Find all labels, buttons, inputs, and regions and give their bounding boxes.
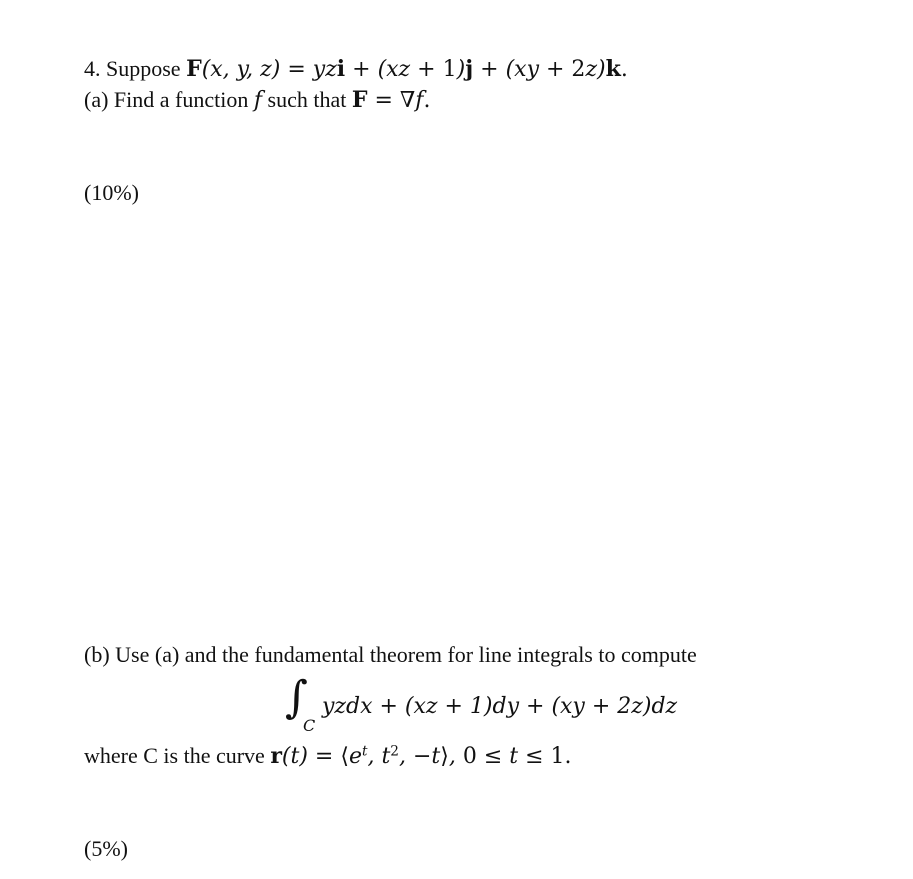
part-a-question <box>84 89 430 112</box>
part-a-text: Find a function <box>113 87 249 112</box>
part-b-text: Use (a) and the fundamental theorem for line integrals to compute <box>115 642 697 667</box>
part-b-label: (b) <box>84 642 110 667</box>
problem-statement <box>84 58 628 81</box>
part-b-question <box>84 644 697 666</box>
integral-subscript: C <box>303 716 316 735</box>
curve-text: where C is the curve <box>84 743 265 768</box>
suppose-word: Suppose <box>106 56 181 81</box>
f-symbol: f <box>253 88 263 113</box>
integrand: yzdx + (xz + 1)dy + (xy + 2z)dz <box>322 694 678 719</box>
gradient-equation: F = ∇f. <box>351 87 431 113</box>
integral-sign: ∫ <box>285 672 308 723</box>
part-a-weight: (10%) <box>84 180 139 205</box>
curve-statement <box>84 745 572 768</box>
part-b-weight: (5%) <box>84 836 128 861</box>
problem-number: 4. <box>84 56 101 81</box>
vector-field-definition: F(x, y, z) = yzi + (xz + 1)j + (xy + 2z)k. <box>186 56 628 82</box>
part-a-label: (a) <box>84 87 109 112</box>
curve-definition: $r(t) = ⟨e^t$, $t^2$, −t⟩, 0 ≤ t ≤ 1. <box>270 743 572 769</box>
part-a-text-mid: such that <box>267 87 347 112</box>
